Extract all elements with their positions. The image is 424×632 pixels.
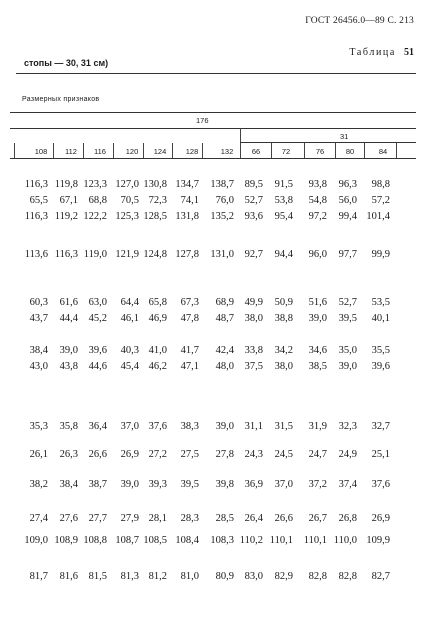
table-cell: 50,9 bbox=[274, 297, 293, 308]
table-row bbox=[0, 534, 424, 548]
table-cell: 113,6 bbox=[24, 249, 48, 260]
table-subtitle: Размерных признаков bbox=[22, 96, 100, 103]
table-cell: 39,0 bbox=[59, 345, 78, 356]
table-cell: 26,6 bbox=[88, 449, 107, 460]
column-header: 108 bbox=[34, 147, 48, 156]
table-cell: 43,7 bbox=[29, 313, 48, 324]
table-cell: 26,1 bbox=[29, 449, 48, 460]
table-cell: 108,8 bbox=[83, 535, 107, 546]
table-cell: 27,2 bbox=[148, 449, 167, 460]
table-cell: 39,0 bbox=[120, 479, 139, 490]
table-cell: 119,2 bbox=[54, 211, 78, 222]
standard-header: ГОСТ 26456.0—89 С. 213 bbox=[305, 16, 414, 26]
table-cell: 44,6 bbox=[88, 361, 107, 372]
table-cell: 64,4 bbox=[120, 297, 139, 308]
table-cell: 131,0 bbox=[210, 249, 234, 260]
table-cell: 110,1 bbox=[303, 535, 327, 546]
table-cell: 31,5 bbox=[274, 421, 293, 432]
table-cell: 31,1 bbox=[244, 421, 263, 432]
table-cell: 61,6 bbox=[59, 297, 78, 308]
table-cell: 39,0 bbox=[308, 313, 327, 324]
table-cell: 27,7 bbox=[88, 513, 107, 524]
table-cell: 108,4 bbox=[175, 535, 199, 546]
table-cell: 96,0 bbox=[308, 249, 327, 260]
table-cell: 92,7 bbox=[244, 249, 263, 260]
table-row bbox=[0, 478, 424, 492]
rule-header-bottom bbox=[10, 158, 416, 159]
column-header: 84 bbox=[378, 147, 388, 156]
table-cell: 134,7 bbox=[175, 179, 199, 190]
table-cell: 57,2 bbox=[371, 195, 390, 206]
table-cell: 119,8 bbox=[54, 179, 78, 190]
table-cell: 95,4 bbox=[274, 211, 293, 222]
table-cell: 35,3 bbox=[29, 421, 48, 432]
table-cell: 27,5 bbox=[180, 449, 199, 460]
table-cell: 33,8 bbox=[244, 345, 263, 356]
table-cell: 108,9 bbox=[54, 535, 78, 546]
table-cell: 70,5 bbox=[120, 195, 139, 206]
rule-group-31 bbox=[240, 142, 416, 143]
table-cell: 39,5 bbox=[338, 313, 357, 324]
table-cell: 110,1 bbox=[269, 535, 293, 546]
column-header: 72 bbox=[281, 147, 291, 156]
table-cell: 108,3 bbox=[210, 535, 234, 546]
table-cell: 93,8 bbox=[308, 179, 327, 190]
table-cell: 91,5 bbox=[274, 179, 293, 190]
table-cell: 110,2 bbox=[239, 535, 263, 546]
table-cell: 39,0 bbox=[338, 361, 357, 372]
table-cell: 38,5 bbox=[308, 361, 327, 372]
column-header: 76 bbox=[315, 147, 325, 156]
table-cell: 46,2 bbox=[148, 361, 167, 372]
table-row bbox=[0, 178, 424, 192]
table-cell: 125,3 bbox=[115, 211, 139, 222]
table-cell: 109,0 bbox=[24, 535, 48, 546]
table-cell: 93,6 bbox=[244, 211, 263, 222]
table-cell: 119,0 bbox=[83, 249, 107, 260]
table-cell: 24,7 bbox=[308, 449, 327, 460]
table-cell: 52,7 bbox=[338, 297, 357, 308]
table-cell: 26,3 bbox=[59, 449, 78, 460]
table-cell: 38,0 bbox=[244, 313, 263, 324]
rule-header-top bbox=[10, 112, 416, 113]
table-cell: 98,8 bbox=[371, 179, 390, 190]
table-cell: 65,5 bbox=[29, 195, 48, 206]
table-cell: 135,2 bbox=[210, 211, 234, 222]
table-cell: 44,4 bbox=[59, 313, 78, 324]
table-cell: 38,8 bbox=[274, 313, 293, 324]
table-cell: 37,0 bbox=[274, 479, 293, 490]
table-cell: 38,0 bbox=[274, 361, 293, 372]
group-header-31: 31 bbox=[340, 132, 349, 141]
table-continuation-caption: стопы — 30, 31 см) bbox=[24, 58, 109, 68]
table-cell: 35,8 bbox=[59, 421, 78, 432]
table-cell: 54,8 bbox=[308, 195, 327, 206]
table-cell: 27,9 bbox=[120, 513, 139, 524]
table-cell: 81,3 bbox=[120, 571, 139, 582]
table-cell: 48,7 bbox=[215, 313, 234, 324]
table-cell: 81,7 bbox=[29, 571, 48, 582]
table-cell: 28,1 bbox=[148, 513, 167, 524]
table-label: Таблица bbox=[349, 47, 396, 58]
table-cell: 47,8 bbox=[180, 313, 199, 324]
table-cell: 74,1 bbox=[180, 195, 199, 206]
table-cell: 37,6 bbox=[371, 479, 390, 490]
table-cell: 76,0 bbox=[215, 195, 234, 206]
table-cell: 38,4 bbox=[59, 479, 78, 490]
table-cell: 26,8 bbox=[338, 513, 357, 524]
table-cell: 89,5 bbox=[244, 179, 263, 190]
table-cell: 53,8 bbox=[274, 195, 293, 206]
table-cell: 123,3 bbox=[83, 179, 107, 190]
table-cell: 37,2 bbox=[308, 479, 327, 490]
table-cell: 24,3 bbox=[244, 449, 263, 460]
table-cell: 26,4 bbox=[244, 513, 263, 524]
table-cell: 31,9 bbox=[308, 421, 327, 432]
table-cell: 38,7 bbox=[88, 479, 107, 490]
table-cell: 67,1 bbox=[59, 195, 78, 206]
table-cell: 39,6 bbox=[88, 345, 107, 356]
table-cell: 99,4 bbox=[338, 211, 357, 222]
table-cell: 26,9 bbox=[371, 513, 390, 524]
table-title bbox=[349, 47, 414, 58]
table-cell: 27,4 bbox=[29, 513, 48, 524]
table-number: 51 bbox=[404, 47, 414, 58]
table-cell: 37,4 bbox=[338, 479, 357, 490]
table-cell: 81,5 bbox=[88, 571, 107, 582]
table-row bbox=[0, 210, 424, 224]
table-row bbox=[0, 344, 424, 358]
table-row bbox=[0, 420, 424, 434]
table-cell: 40,3 bbox=[120, 345, 139, 356]
table-cell: 42,4 bbox=[215, 345, 234, 356]
group-divider bbox=[240, 128, 241, 142]
table-row bbox=[0, 312, 424, 326]
table-cell: 32,3 bbox=[338, 421, 357, 432]
table-cell: 26,9 bbox=[120, 449, 139, 460]
column-header: 112 bbox=[65, 147, 77, 156]
table-cell: 46,1 bbox=[120, 313, 139, 324]
table-cell: 108,7 bbox=[115, 535, 139, 546]
table-cell: 110,0 bbox=[333, 535, 357, 546]
table-cell: 56,0 bbox=[338, 195, 357, 206]
table-cell: 127,8 bbox=[175, 249, 199, 260]
table-cell: 128,5 bbox=[143, 211, 167, 222]
table-cell: 138,7 bbox=[210, 179, 234, 190]
table-cell: 32,7 bbox=[371, 421, 390, 432]
table-cell: 52,7 bbox=[244, 195, 263, 206]
table-cell: 45,2 bbox=[88, 313, 107, 324]
table-cell: 40,1 bbox=[371, 313, 390, 324]
table-cell: 67,3 bbox=[180, 297, 199, 308]
table-cell: 80,9 bbox=[215, 571, 234, 582]
table-cell: 96,3 bbox=[338, 179, 357, 190]
table-cell: 37,0 bbox=[120, 421, 139, 432]
table-cell: 68,8 bbox=[88, 195, 107, 206]
table-cell: 34,6 bbox=[308, 345, 327, 356]
table-cell: 116,3 bbox=[24, 211, 48, 222]
column-header: 128 bbox=[185, 147, 199, 156]
group-header-176: 176 bbox=[196, 116, 209, 125]
table-cell: 49,9 bbox=[244, 297, 263, 308]
table-cell: 41,0 bbox=[148, 345, 167, 356]
table-cell: 63,0 bbox=[88, 297, 107, 308]
table-cell: 28,3 bbox=[180, 513, 199, 524]
table-cell: 124,8 bbox=[143, 249, 167, 260]
table-cell: 97,2 bbox=[308, 211, 327, 222]
table-cell: 122,2 bbox=[83, 211, 107, 222]
table-cell: 109,9 bbox=[366, 535, 390, 546]
column-divider bbox=[14, 143, 15, 158]
table-cell: 72,3 bbox=[148, 195, 167, 206]
table-cell: 24,9 bbox=[338, 449, 357, 460]
column-header: 80 bbox=[345, 147, 355, 156]
rule-top bbox=[16, 73, 416, 74]
table-cell: 65,8 bbox=[148, 297, 167, 308]
table-cell: 131,8 bbox=[175, 211, 199, 222]
table-cell: 47,1 bbox=[180, 361, 199, 372]
table-cell: 83,0 bbox=[244, 571, 263, 582]
column-header: 124 bbox=[153, 147, 167, 156]
table-cell: 81,2 bbox=[148, 571, 167, 582]
table-cell: 38,3 bbox=[180, 421, 199, 432]
table-cell: 82,8 bbox=[308, 571, 327, 582]
table-cell: 130,8 bbox=[143, 179, 167, 190]
table-row bbox=[0, 360, 424, 374]
table-cell: 121,9 bbox=[115, 249, 139, 260]
table-cell: 37,6 bbox=[148, 421, 167, 432]
table-cell: 39,3 bbox=[148, 479, 167, 490]
column-header: 132 bbox=[220, 147, 234, 156]
table-cell: 81,0 bbox=[180, 571, 199, 582]
table-cell: 37,5 bbox=[244, 361, 263, 372]
table-cell: 108,5 bbox=[143, 535, 167, 546]
table-cell: 116,3 bbox=[54, 249, 78, 260]
table-cell: 68,9 bbox=[215, 297, 234, 308]
table-cell: 39,5 bbox=[180, 479, 199, 490]
table-cell: 97,7 bbox=[338, 249, 357, 260]
table-row bbox=[0, 448, 424, 462]
table-cell: 46,9 bbox=[148, 313, 167, 324]
table-cell: 43,0 bbox=[29, 361, 48, 372]
table-cell: 27,6 bbox=[59, 513, 78, 524]
table-cell: 26,6 bbox=[274, 513, 293, 524]
table-cell: 36,9 bbox=[244, 479, 263, 490]
table-row bbox=[0, 296, 424, 310]
table-cell: 82,9 bbox=[274, 571, 293, 582]
table-cell: 38,2 bbox=[29, 479, 48, 490]
table-cell: 94,4 bbox=[274, 249, 293, 260]
table-cell: 24,5 bbox=[274, 449, 293, 460]
table-cell: 38,4 bbox=[29, 345, 48, 356]
table-cell: 116,3 bbox=[24, 179, 48, 190]
table-cell: 26,7 bbox=[308, 513, 327, 524]
column-header: 120 bbox=[125, 147, 139, 156]
table-row bbox=[0, 194, 424, 208]
table-cell: 39,6 bbox=[371, 361, 390, 372]
table-cell: 99,9 bbox=[371, 249, 390, 260]
column-header: 66 bbox=[251, 147, 261, 156]
table-cell: 36,4 bbox=[88, 421, 107, 432]
rule-group-176 bbox=[10, 128, 416, 129]
column-header: 116 bbox=[94, 147, 106, 156]
table-cell: 35,0 bbox=[338, 345, 357, 356]
table-cell: 101,4 bbox=[366, 211, 390, 222]
table-cell: 48,0 bbox=[215, 361, 234, 372]
table-cell: 35,5 bbox=[371, 345, 390, 356]
table-cell: 39,0 bbox=[215, 421, 234, 432]
table-row bbox=[0, 512, 424, 526]
table-cell: 82,7 bbox=[371, 571, 390, 582]
table-cell: 45,4 bbox=[120, 361, 139, 372]
table-cell: 27,8 bbox=[215, 449, 234, 460]
table-cell: 39,8 bbox=[215, 479, 234, 490]
table-cell: 81,6 bbox=[59, 571, 78, 582]
table-cell: 127,0 bbox=[115, 179, 139, 190]
table-cell: 34,2 bbox=[274, 345, 293, 356]
table-cell: 53,5 bbox=[371, 297, 390, 308]
table-row bbox=[0, 570, 424, 584]
table-cell: 60,3 bbox=[29, 297, 48, 308]
table-cell: 43,8 bbox=[59, 361, 78, 372]
table-cell: 82,8 bbox=[338, 571, 357, 582]
table-cell: 28,5 bbox=[215, 513, 234, 524]
table-cell: 25,1 bbox=[371, 449, 390, 460]
table-cell: 41,7 bbox=[180, 345, 199, 356]
table-row bbox=[0, 248, 424, 262]
table-cell: 51,6 bbox=[308, 297, 327, 308]
